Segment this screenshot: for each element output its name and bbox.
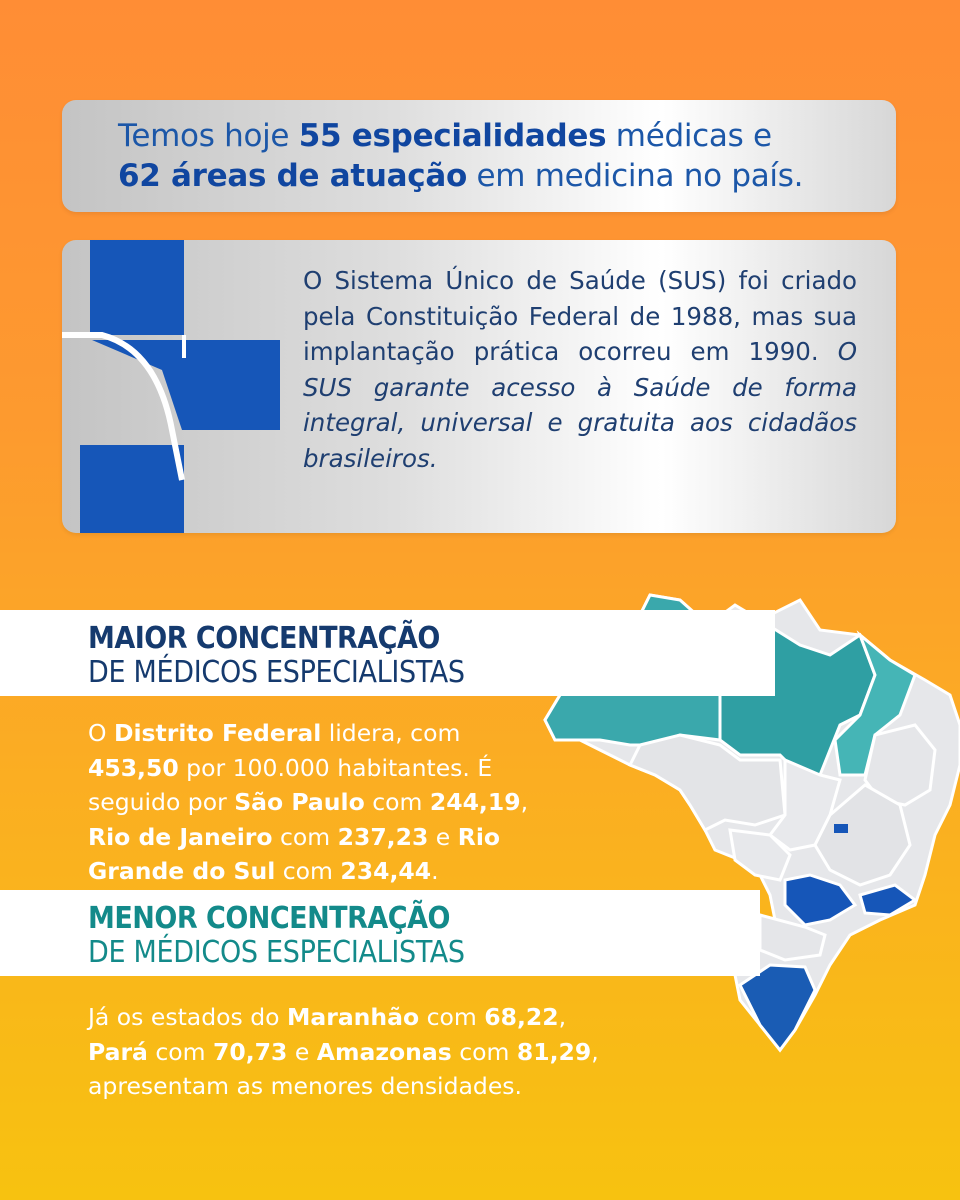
text-segment: com	[147, 1037, 214, 1066]
text-segment: lidera, com	[321, 719, 461, 747]
density-value: 68,22	[484, 1003, 559, 1031]
density-value: 81,29	[516, 1037, 592, 1066]
state-name: Rio Grande do Sul	[88, 822, 501, 885]
text-segment: O	[88, 719, 114, 747]
text-segment: com	[272, 822, 338, 851]
sus-text	[303, 263, 857, 476]
specialties-card	[62, 100, 896, 212]
state-name: São Paulo	[234, 788, 365, 816]
sus-text-italic: O SUS garante acesso à Saúde de forma integral, universal e gratuita aos cidadãos brasileiros.	[303, 337, 857, 473]
state-name: Amazonas	[316, 1037, 452, 1066]
text-segment: ,	[558, 1003, 567, 1031]
text-segment: e	[428, 822, 458, 851]
areas-count: 62 áreas de atuação	[118, 158, 467, 194]
specialties-text	[118, 116, 878, 196]
sus-card	[62, 240, 896, 533]
density-value: 244,19	[429, 788, 521, 816]
text-segment: com	[275, 857, 341, 885]
text-segment: Já os estados do	[88, 1003, 287, 1031]
text-segment: em medicina no país.	[466, 158, 804, 194]
text-segment: Temos hoje	[118, 118, 299, 154]
map-rio-grande-do-sul	[740, 965, 815, 1050]
state-name: Pará	[88, 1037, 148, 1066]
menor-concentracao-banner	[0, 890, 760, 976]
text-segment: com	[364, 788, 430, 816]
state-name: Distrito Federal	[113, 719, 322, 747]
maior-concentracao-text	[88, 716, 558, 889]
state-name: Rio de Janeiro	[88, 822, 273, 851]
text-segment: , apresentam as menores densidades.	[88, 1037, 599, 1100]
text-segment: .	[431, 857, 439, 885]
text-segment: por 100.000 habitantes. É seguido por	[88, 753, 493, 816]
map-distrito-federal	[834, 824, 848, 833]
density-value: 453,50	[88, 753, 179, 782]
text-segment: com	[419, 1003, 485, 1031]
sus-text-regular: O Sistema Único de Saúde (SUS) foi criado pela Constituição Federal de 1988, mas sua implantação prática ocorreu em 1990.	[303, 266, 857, 366]
section-title-light: DE MÉDICOS ESPECIALISTAS	[88, 655, 465, 690]
text-segment: ,	[520, 788, 529, 816]
density-value: 234,44	[340, 857, 432, 885]
section-title-bold: MAIOR CONCENTRAÇÃO	[88, 621, 440, 656]
state-name: Maranhão	[286, 1003, 420, 1031]
maior-concentracao-banner	[0, 610, 775, 696]
text-segment: com	[451, 1037, 517, 1066]
menor-concentracao-text	[88, 1000, 648, 1104]
specialties-count: 55 especialidades	[298, 118, 607, 154]
section-title-light: DE MÉDICOS ESPECIALISTAS	[88, 935, 465, 970]
section-title	[88, 902, 465, 970]
density-value: 70,73	[213, 1037, 288, 1066]
text-segment: e	[287, 1037, 317, 1066]
section-title	[88, 622, 465, 690]
text-segment: médicas e	[606, 118, 772, 154]
density-value: 237,23	[337, 822, 429, 851]
section-title-bold: MENOR CONCENTRAÇÃO	[88, 901, 450, 936]
